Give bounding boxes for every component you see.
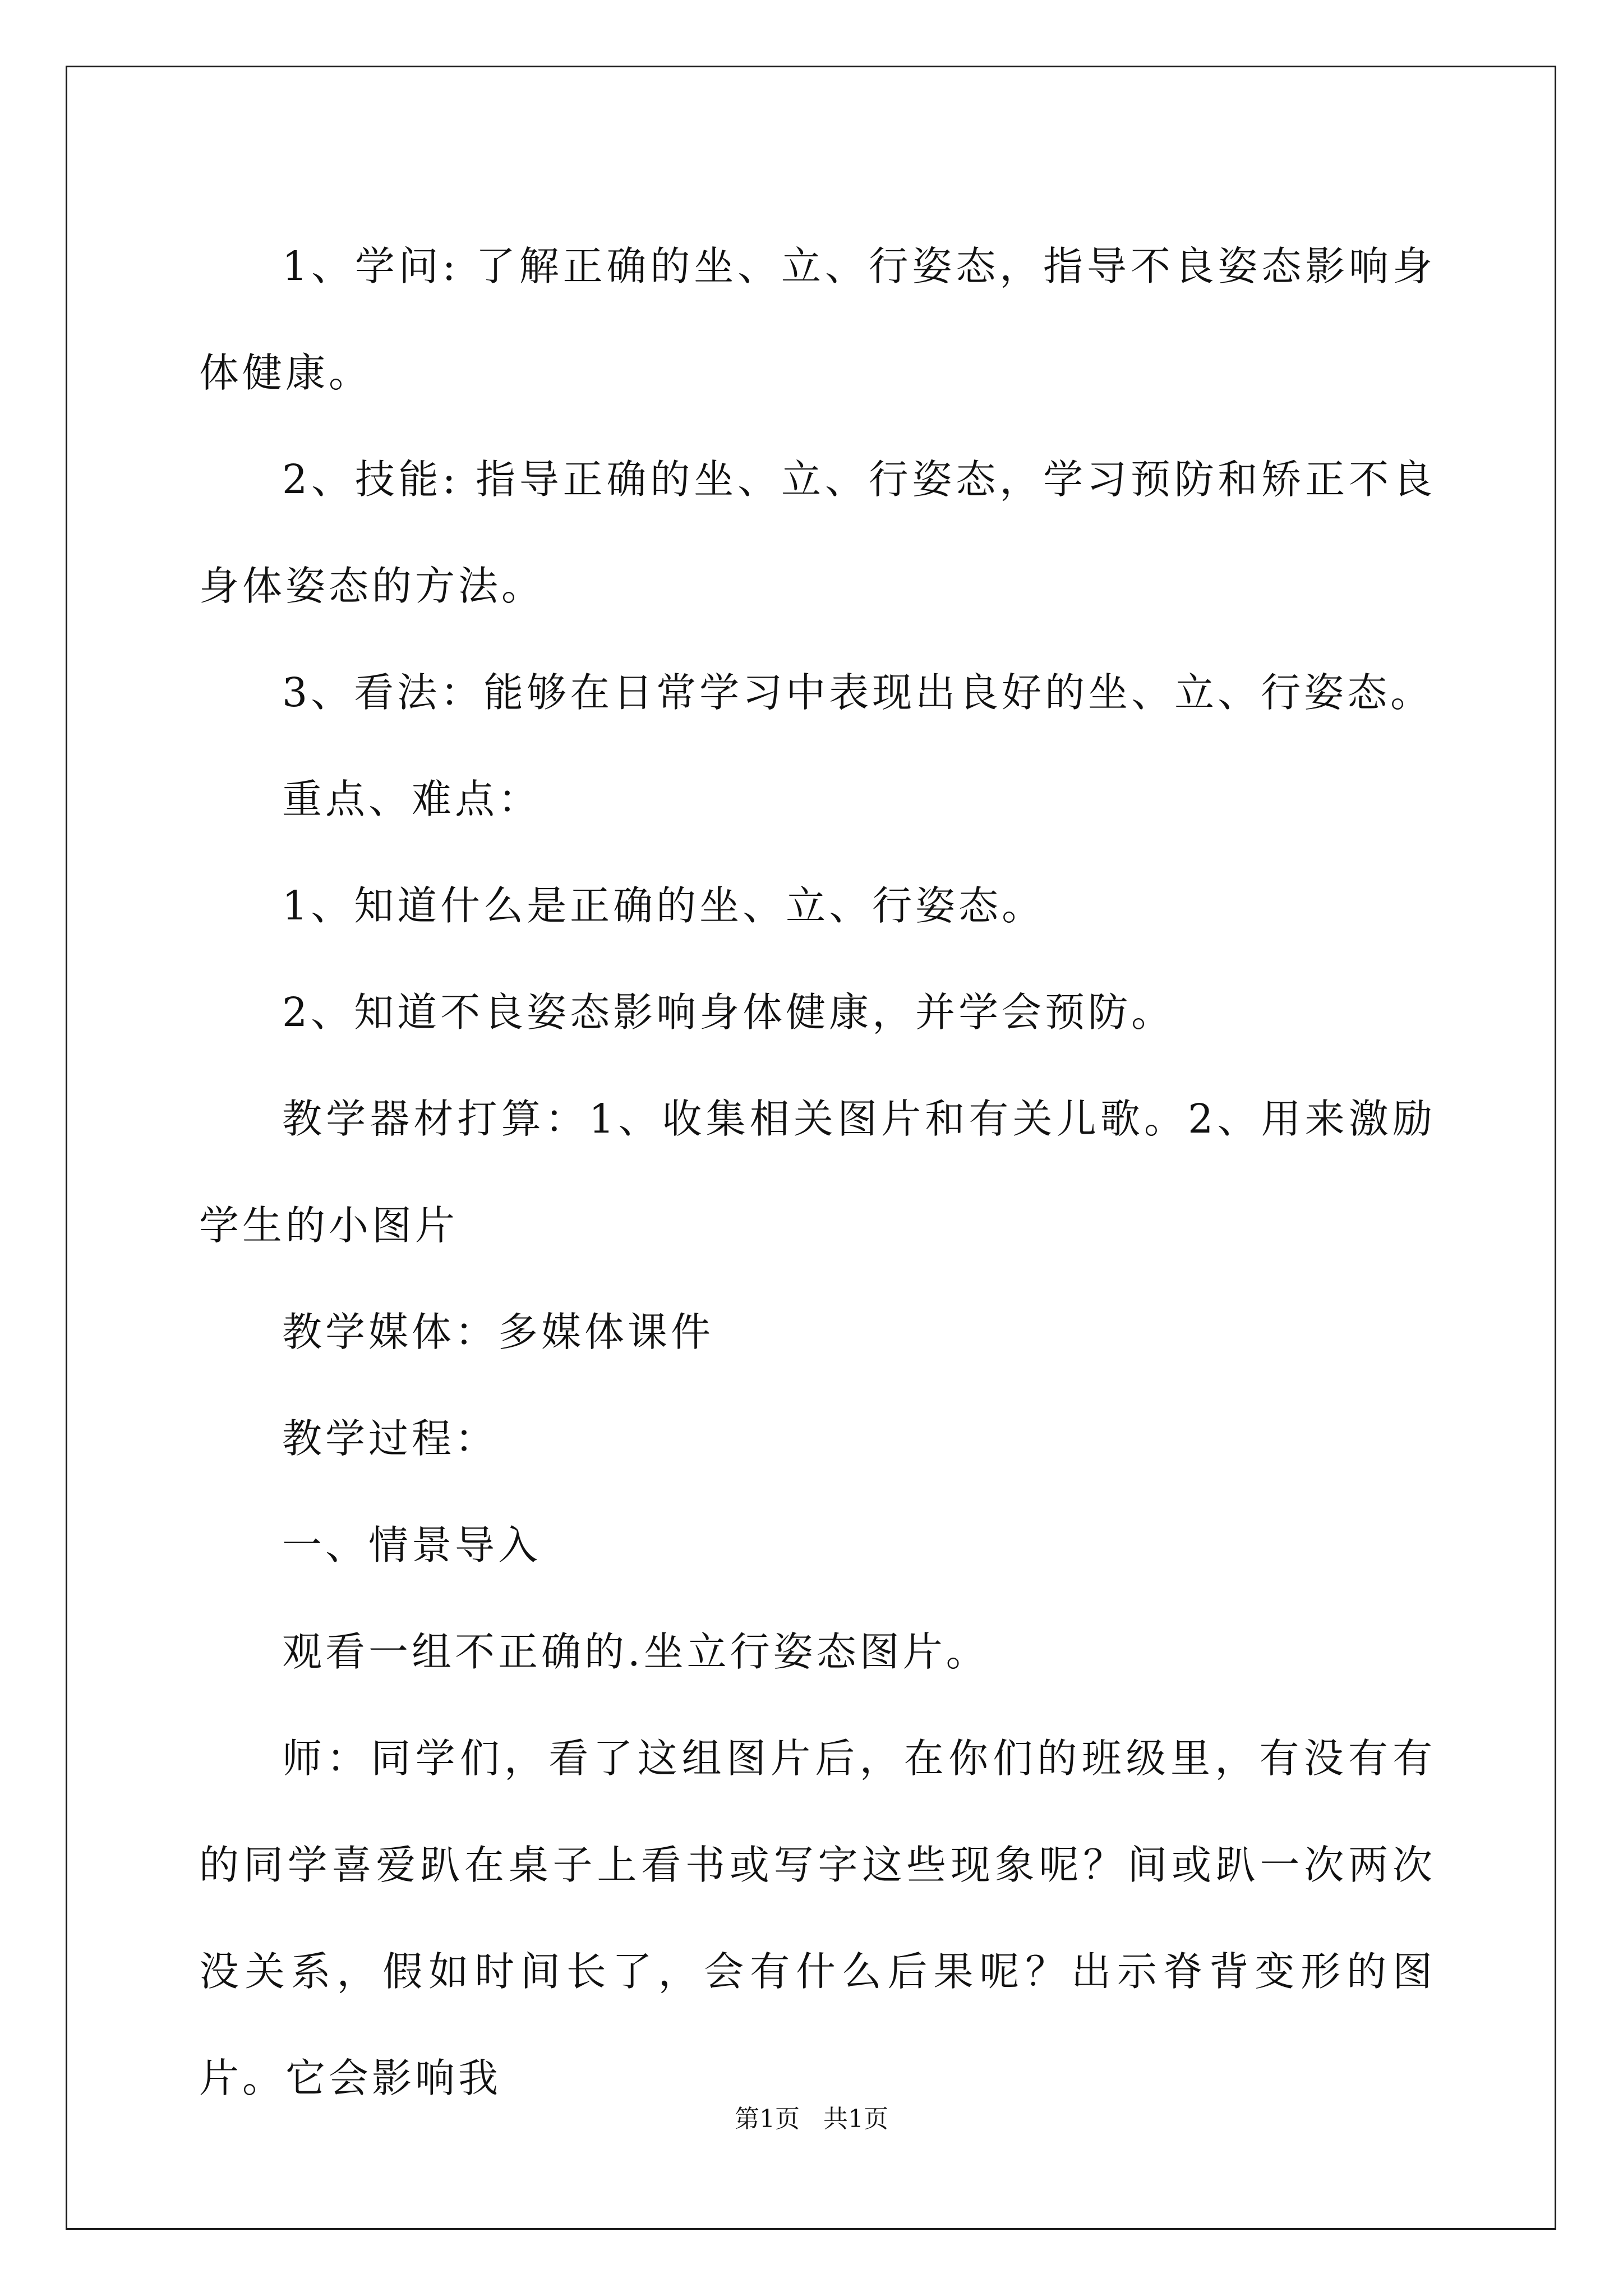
document-body (199, 213, 1436, 2132)
page-number: 第1页 (735, 2105, 800, 2133)
paragraph-objective-skill: 2、技能: 指导正确的坐、立、行姿态，学习预防和矫正不良身体姿态的方法。 (199, 456, 1436, 609)
page-total: 共1页 (823, 2105, 888, 2133)
paragraph-objective-attitude: 3、看法：能够在日常学习中表现出良好的坐、立、行姿态。 (282, 669, 1434, 716)
paragraph-teaching-media: 教学媒体：多媒体课件 (282, 1309, 714, 1355)
paragraph-teacher-dialogue: 师：同学们，看了这组图片后，在你们的班级里，有没有有的同学喜爱趴在桌子上看书或写字这些现象呢？间或趴一次两次没关系，假如时间长了，会有什么后果呢？出示脊背变形的图片。它会影响我 (199, 1735, 1436, 2101)
page-footer (0, 2102, 1623, 2136)
paragraph-teaching-process-heading: 教学过程： (282, 1415, 499, 1462)
paragraph-key-point-1: 1、知道什么是正确的坐、立、行姿态。 (282, 882, 1045, 929)
paragraph-objective-knowledge: 1、学问: 了解正确的坐、立、行姿态，指导不良姿态影响身体健康。 (199, 243, 1436, 396)
paragraph-key-point-2: 2、知道不良姿态影响身体健康，并学会预防。 (282, 989, 1175, 1036)
paragraph-watch-pictures: 观看一组不正确的.坐立行姿态图片。 (282, 1628, 989, 1675)
paragraph-section-intro: 一、情景导入 (282, 1522, 542, 1568)
paragraph-key-points-heading: 重点、难点： (282, 776, 542, 822)
paragraph-teaching-materials: 教学器材打算：1、收集相关图片和有关儿歌。2、用来激励学生的小图片 (199, 1096, 1436, 1249)
